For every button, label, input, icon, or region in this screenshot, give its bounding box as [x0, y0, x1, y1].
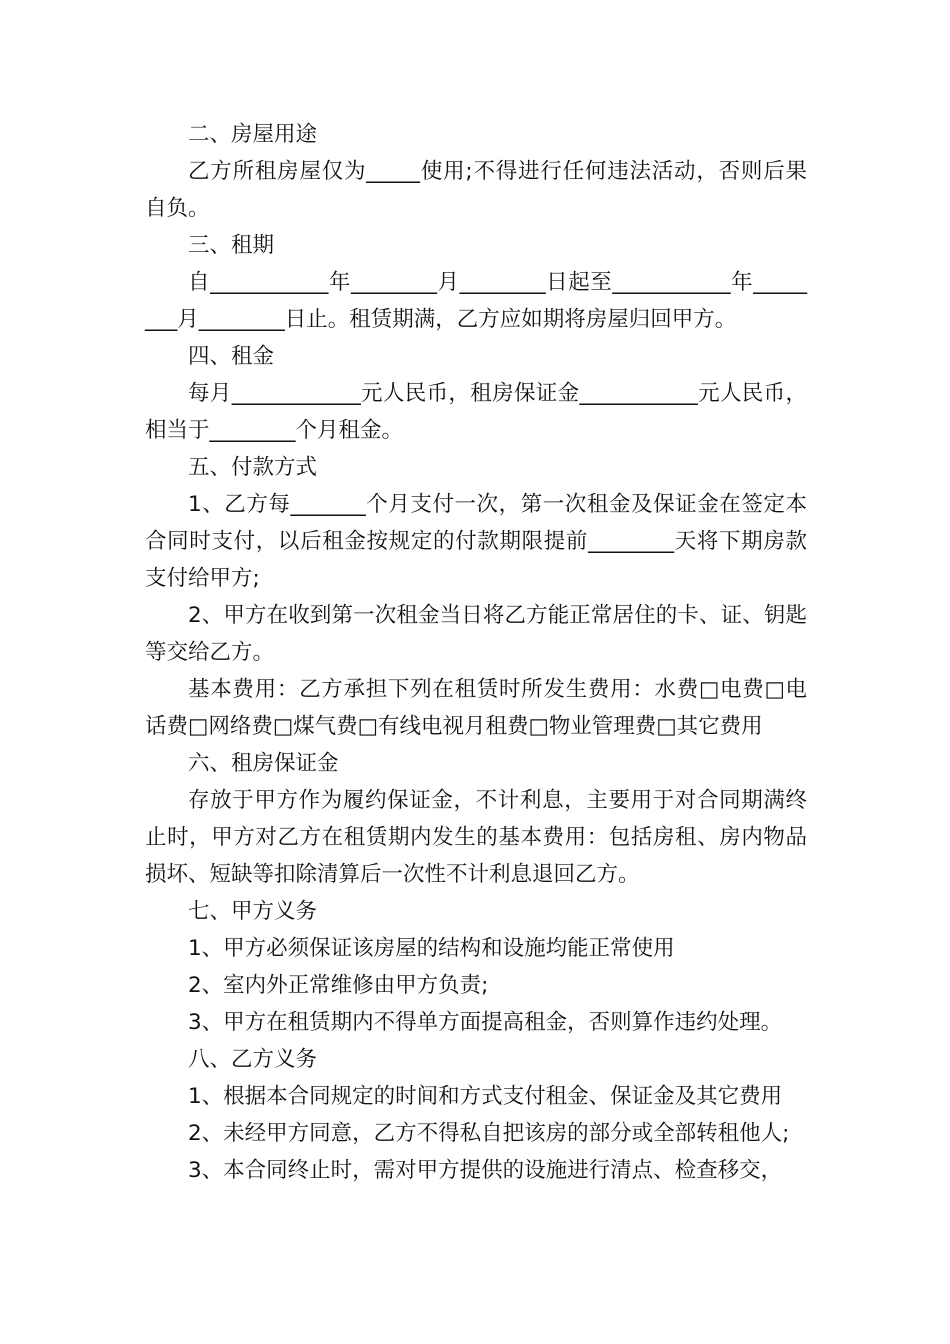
- payment-clause-2: 2、甲方在收到第一次租金当日将乙方能正常居住的卡、证、钥匙等交给乙方。: [145, 603, 807, 665]
- deposit-clause: 存放于甲方作为履约保证金，不计利息，主要用于对合同期满终止时，甲方对乙方在租赁期内发生的基本费用：包括房租、房内物品损坏、短缺等扣除清算后一次性不计利息退回乙方。: [145, 788, 807, 887]
- term-clause: 自___________年________月________日起至___________年________月________日止。租赁期满，乙方应如期将房屋归回甲方。: [145, 270, 807, 332]
- section-heading-rent: 四、租金: [188, 344, 275, 369]
- lessor-duty-1: 1、甲方必须保证该房屋的结构和设施均能正常使用: [188, 936, 675, 961]
- section-heading-lessor-duties: 七、甲方义务: [188, 899, 318, 924]
- section-heading-usage: 二、房屋用途: [188, 122, 318, 147]
- usage-clause: 乙方所租房屋仅为_____使用;不得进行任何违法活动，否则后果自负。: [145, 159, 807, 221]
- section-heading-deposit: 六、租房保证金: [188, 751, 339, 776]
- payment-clause-1: 1、乙方每_______个月支付一次，第一次租金及保证金在签定本合同时支付，以后租金按规定的付款期限提前________天将下期房款支付给甲方;: [145, 492, 807, 591]
- section-heading-lessee-duties: 八、乙方义务: [188, 1047, 318, 1072]
- lessor-duty-2: 2、室内外正常维修由甲方负责;: [188, 973, 489, 998]
- contract-text: [145, 116, 807, 1189]
- lessee-duty-1: 1、根据本合同规定的时间和方式支付租金、保证金及其它费用: [188, 1084, 783, 1109]
- lessor-duty-3: 3、甲方在租赁期内不得单方面提高租金，否则算作违约处理。: [188, 1010, 783, 1035]
- lessee-duty-2: 2、未经甲方同意，乙方不得私自把该房的部分或全部转租他人;: [188, 1121, 790, 1146]
- basic-fees-clause: 基本费用：乙方承担下列在租赁时所发生费用：水费□电费□电话费□网络费□煤气费□有线电视月租费□物业管理费□其它费用: [145, 677, 807, 739]
- section-heading-term: 三、租期: [188, 233, 275, 258]
- lessee-duty-3: 3、本合同终止时，需对甲方提供的设施进行清点、检查移交，: [188, 1158, 783, 1183]
- rent-clause: 每月____________元人民币，租房保证金___________元人民币，相当于________个月租金。: [145, 381, 807, 443]
- section-heading-payment: 五、付款方式: [188, 455, 318, 480]
